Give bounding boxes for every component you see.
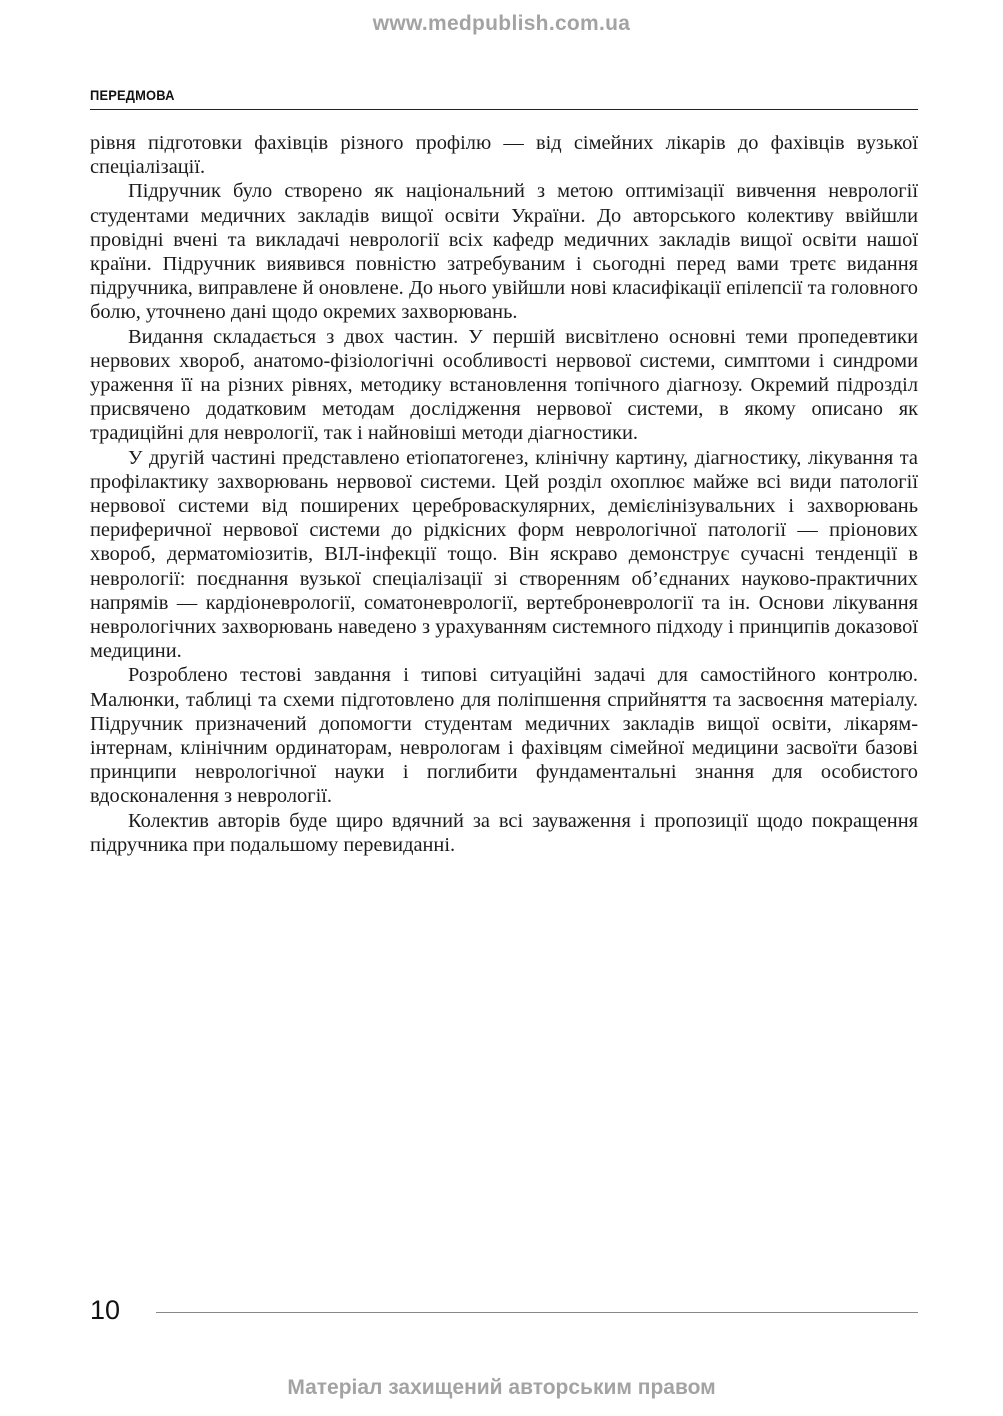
running-head-title: ПЕРЕДМОВА (90, 87, 175, 103)
paragraph-2: Підручник було створено як національний з метою оптимізації вивчення неврології студентами медичних закладів вищої освіти України. До авторського колективу ввійшли провідні вчені та викладачі неврології всіх кафедр медичних закладів вищої освіти нашої країни. Підручник виявився повністю затребуваним і сьогодні перед вами третє видання підручника, виправлене й оновлене. До нього увійшли нові класифікації епілепсії та головного болю, уточнено дані щодо окремих захворювань. (90, 180, 918, 324)
body-text (90, 131, 918, 857)
footer-rule (156, 1312, 918, 1313)
running-head (90, 87, 918, 110)
paragraph-3: Видання складається з двох частин. У першій висвітлено основні теми пропедевтики нервових хвороб, анатомо-фізіологічні особливості нервової системи, симптоми і синдроми ураження її на різних рівнях, методику встановлення топічного діагнозу. Окремий підрозділ присвячено додатковим методам дослідження нервової системи, в якому описано як традиційні для неврології, так і найновіші методи діагностики. (90, 325, 918, 445)
paragraph-6: Колектив авторів буде щиро вдячний за всі зауваження і пропозиції щодо покращення підручника при подальшому перевиданні. (90, 809, 918, 856)
page-footer (90, 1295, 918, 1335)
paragraph-1: рівня підготовки фахівців різного профілю — від сімейних лікарів до фахівців вузької спеціалізації. (90, 132, 918, 179)
paragraph-4: У другій частині представлено етіопатогенез, клінічну картину, діагностику, лікування та профілактику захворювань нервової системи. Цей розділ охоплює майже всі види патології нервової системи від поширених цереброваскулярних, демієлінізувальних і захворювань периферичної нервової системи до рідкісних форм неврологічної патології — пріонових хвороб, дерматоміозитів, ВІЛ-інфекції тощо. Він яскраво демонструє сучасні тенденції в неврології: поєднання вузької спеціалізації зі створенням об’єднаних науково-практичних напрямів — кардіоневрології, соматоневрології, вертеброневрології та ін. Основи лікування неврологічних захворювань наведено з урахуванням системного підходу і принципів доказової медицини. (90, 446, 918, 663)
watermark-bottom: Матеріал захищений авторським правом (287, 1376, 716, 1399)
page-number: 10 (90, 1295, 121, 1325)
paragraph-5: Розроблено тестові завдання і типові ситуаційні задачі для самостійного контролю. Малюнки, таблиці та схеми підготовлено для поліпшення сприйняття та засвоєння матеріалу. Підручник призначений допомогти студентам медичних закладів вищої освіти, лікарям-інтернам, клінічним ординаторам, неврологам і фахівцям сімейної медицини засвоїти базові принципи неврологічної науки і поглибити фундаментальні знання для особистого вдосконалення з неврології. (90, 664, 918, 808)
watermark-top: www.medpublish.com.ua (372, 12, 631, 35)
